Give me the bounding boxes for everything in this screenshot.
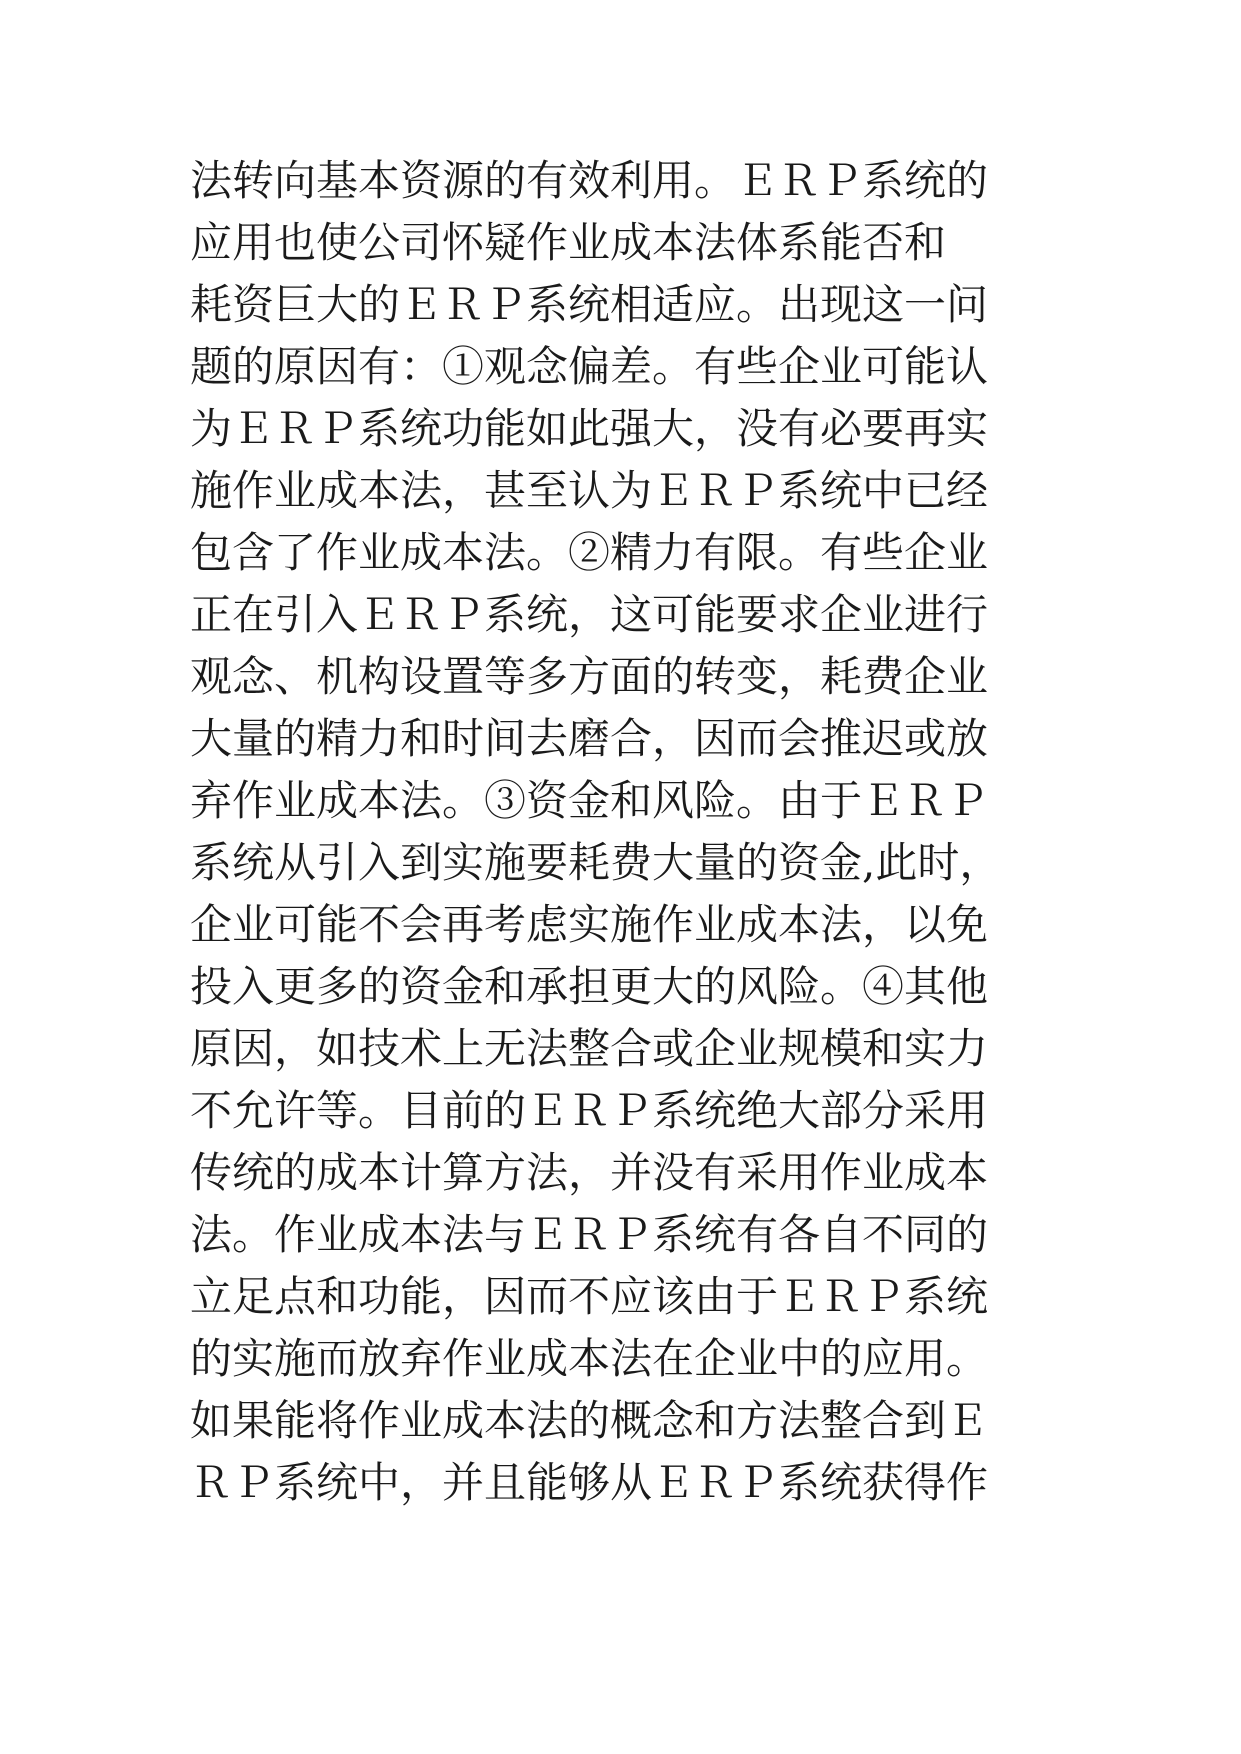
text-line: 施作业成本法，甚至认为ＥＲＰ系统中已经 bbox=[190, 466, 989, 515]
text-line: 正在引入ＥＲＰ系统，这可能要求企业进行 bbox=[190, 590, 989, 639]
text-line: 传统的成本计算方法，并没有采用作业成本 bbox=[190, 1148, 989, 1197]
text-line: 如果能将作业成本法的概念和方法整合到Ｅ bbox=[190, 1396, 989, 1445]
text-line: 法。作业成本法与ＥＲＰ系统有各自不同的 bbox=[190, 1210, 989, 1259]
text-line: 系统从引入到实施要耗费大量的资金,此时， bbox=[190, 838, 1002, 887]
text-line: 观念、机构设置等多方面的转变，耗费企业 bbox=[190, 652, 989, 701]
text-line: 企业可能不会再考虑实施作业成本法，以免 bbox=[190, 900, 989, 949]
text-line: 大量的精力和时间去磨合，因而会推迟或放 bbox=[190, 714, 989, 763]
text-line: 不允许等。目前的ＥＲＰ系统绝大部分采用 bbox=[190, 1086, 989, 1135]
text-line: 法转向基本资源的有效利用。ＥＲＰ系统的 bbox=[190, 156, 989, 205]
text-line: 应用也使公司怀疑作业成本法体系能否和 bbox=[190, 218, 947, 267]
text-line: 为ＥＲＰ系统功能如此强大，没有必要再实 bbox=[190, 404, 989, 453]
text-line: ＲＰ系统中，并且能够从ＥＲＰ系统获得作 bbox=[190, 1458, 989, 1507]
body-text bbox=[190, 150, 1190, 1514]
text-line: 耗资巨大的ＥＲＰ系统相适应。出现这一问 bbox=[190, 280, 989, 329]
text-line: 立足点和功能，因而不应该由于ＥＲＰ系统 bbox=[190, 1272, 989, 1321]
text-line: 弃作业成本法。③资金和风险。由于ＥＲＰ bbox=[190, 776, 989, 825]
text-line: 投入更多的资金和承担更大的风险。④其他 bbox=[190, 962, 989, 1011]
text-line: 原因，如技术上无法整合或企业规模和实力 bbox=[190, 1024, 989, 1073]
text-line: 包含了作业成本法。②精力有限。有些企业 bbox=[190, 528, 989, 577]
text-line: 的实施而放弃作业成本法在企业中的应用。 bbox=[190, 1334, 989, 1383]
text-line: 题的原因有：①观念偏差。有些企业可能认 bbox=[190, 342, 989, 391]
